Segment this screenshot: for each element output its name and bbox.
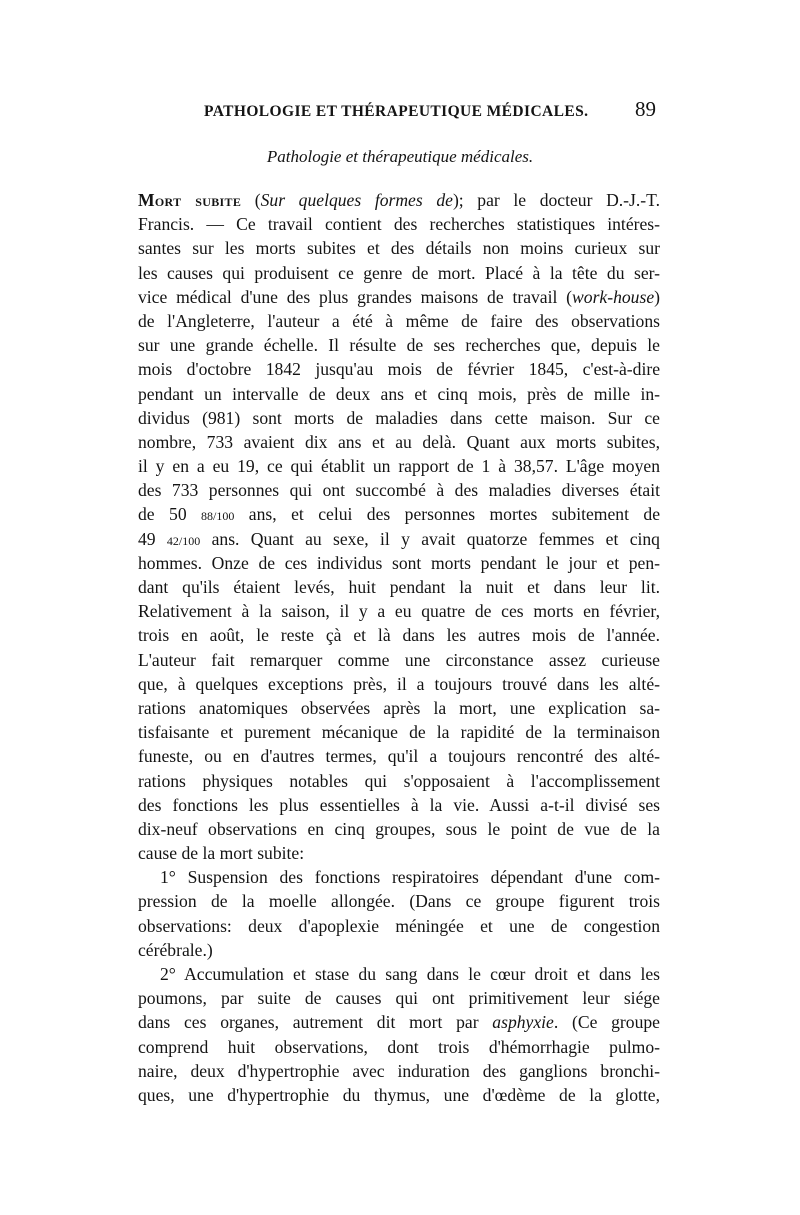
- text-line: [138, 285, 660, 309]
- text-line: [138, 502, 660, 526]
- text-run: nombre, 733 avaient dix ans et au delà. Quant aux morts subites,: [138, 431, 660, 452]
- text-line: [138, 575, 660, 599]
- text-run: 1° Suspension des fonctions respiratoires dépendant d'une com-: [160, 867, 660, 888]
- text-run: de 50: [138, 504, 202, 525]
- text-line: [138, 454, 660, 478]
- text-run: dant qu'ils étaient levés, huit pendant la nuit et dans leur lit.: [138, 577, 660, 597]
- text-run: sur une grande échelle. Il résulte de ses recherches que, depuis le: [138, 335, 660, 356]
- text-line: [138, 261, 660, 285]
- text-run: observations: deux d'apoplexie méningée et une de congestion: [138, 915, 660, 936]
- text-line: [138, 914, 660, 938]
- text-line: [138, 551, 660, 575]
- text-line: [138, 817, 660, 841]
- text-run: comprend huit observations, dont trois d'hémorrhagie pulmo-: [138, 1036, 660, 1057]
- text-run: tisfaisante et purement mécanique de la rapidité de la terminaison: [138, 722, 660, 743]
- text-run: poumons, par suite de causes qui ont primitivement leur siége: [138, 988, 660, 1009]
- text-line: [138, 865, 660, 889]
- text-line: [138, 889, 660, 913]
- text-line: [138, 236, 660, 260]
- text-run: mois d'octobre 1842 jusqu'au mois de février 1845, c'est-à-dire: [138, 359, 660, 380]
- text-run: rations physiques notables qui s'opposaient à l'accomplissement: [138, 770, 660, 791]
- page-number: 89: [635, 97, 656, 121]
- text-line: [138, 1035, 660, 1059]
- italic-text: work-house: [572, 286, 655, 307]
- text-line: [138, 648, 660, 672]
- running-header: [204, 97, 656, 122]
- headword: Mort subite: [138, 190, 242, 210]
- text-run: ans, et celui des personnes mortes subitement de: [234, 504, 660, 525]
- text-run: naire, deux d'hypertrophie avec induration des ganglions bronchi-: [138, 1060, 660, 1081]
- text-run: funeste, ou en d'autres termes, qu'il a toujours rencontré des alté-: [138, 746, 660, 767]
- text-line: [138, 793, 660, 817]
- text-run: ans. Quant au sexe, il y avait quatorze femmes et cinq: [200, 528, 660, 549]
- text-run: Relativement à la saison, il y a eu quatre de ces morts en février,: [138, 601, 660, 622]
- text-run: les causes qui produisent ce genre de mort. Placé à la tête du ser-: [138, 262, 660, 283]
- text-line: [138, 696, 660, 720]
- text-line: [138, 430, 660, 454]
- text-line: [138, 333, 660, 357]
- text-run: (: [241, 190, 261, 210]
- text-run: pendant un intervalle de deux ans et cinq mois, près de mille in-: [138, 383, 660, 404]
- text-run: . (Ce groupe: [553, 1012, 660, 1033]
- text-run: Francis. — Ce travail contient des recherches statistiques intéres-: [138, 214, 660, 235]
- fraction: 88/100: [201, 509, 235, 524]
- text-run: cause de la mort subite:: [138, 843, 305, 864]
- text-line: [138, 1059, 660, 1083]
- article-body: [138, 188, 660, 1107]
- text-line: [138, 1083, 660, 1107]
- text-line: [138, 962, 660, 986]
- text-line: [138, 672, 660, 696]
- text-run: il y en a eu 19, ce qui établit un rapport de 1 à 38,57. L'âge moyen: [138, 456, 660, 477]
- text-run: dix-neuf observations en cinq groupes, sous le point de vue de la: [138, 818, 660, 839]
- text-run: ): [654, 286, 660, 307]
- text-run: vice médical d'une des plus grandes maisons de travail (: [138, 286, 573, 307]
- text-run: 2° Accumulation et stase du sang dans le cœur droit et dans les: [160, 964, 660, 984]
- text-run: rations anatomiques observées après la mort, une explication sa-: [138, 697, 660, 718]
- text-line: [138, 1010, 660, 1034]
- italic-text: asphyxie: [492, 1012, 554, 1033]
- section-title: Pathologie et thérapeutique médicales.: [266, 147, 534, 166]
- text-line: [138, 938, 660, 962]
- running-title: PATHOLOGIE ET THÉRAPEUTIQUE MÉDICALES.: [204, 103, 589, 120]
- text-line: [138, 527, 660, 551]
- text-run: trois en août, le reste çà et là dans les autres mois de l'année.: [138, 625, 660, 646]
- text-run: L'auteur fait remarquer comme une circonstance assez curieuse: [138, 649, 660, 670]
- text-run: de l'Angleterre, l'auteur a été à même de faire des observations: [138, 310, 660, 331]
- text-run: que, à quelques exceptions près, il a toujours trouvé dans les alté-: [138, 673, 660, 694]
- text-run: 49: [138, 528, 167, 549]
- text-line: [138, 212, 660, 236]
- text-line: [138, 744, 660, 768]
- text-run: des 733 personnes qui ont succombé à des maladies diverses était: [138, 480, 660, 501]
- text-line: [138, 309, 660, 333]
- text-run: ); par le docteur D.-J.-T.: [452, 190, 660, 210]
- text-line: [138, 599, 660, 623]
- fraction: 42/100: [166, 533, 201, 548]
- text-line: [138, 769, 660, 793]
- text-run: dans ces organes, autrement dit mort par: [138, 1012, 493, 1033]
- text-line: [138, 357, 660, 381]
- text-run: des fonctions les plus essentielles à la vie. Aussi a-t-il divisé ses: [138, 794, 660, 815]
- text-run: ques, une d'hypertrophie du thymus, une d'œdème de la glotte,: [138, 1084, 660, 1105]
- text-line: [138, 478, 660, 502]
- text-line: [138, 188, 660, 212]
- text-line: [138, 623, 660, 647]
- text-run: dividus (981) sont morts de maladies dans cette maison. Sur ce: [138, 407, 660, 428]
- italic-text: Sur quelques formes de: [260, 190, 453, 210]
- text-line: [138, 841, 660, 865]
- text-run: cérébrale.): [138, 939, 213, 960]
- text-line: [138, 986, 660, 1010]
- text-run: pression de la moelle allongée. (Dans ce groupe figurent trois: [138, 891, 660, 912]
- text-line: [138, 406, 660, 430]
- text-run: hommes. Onze de ces individus sont morts pendant le jour et pen-: [138, 552, 660, 573]
- text-line: [138, 382, 660, 406]
- text-run: santes sur les morts subites et des détails non moins curieux sur: [138, 238, 660, 259]
- text-line: [138, 720, 660, 744]
